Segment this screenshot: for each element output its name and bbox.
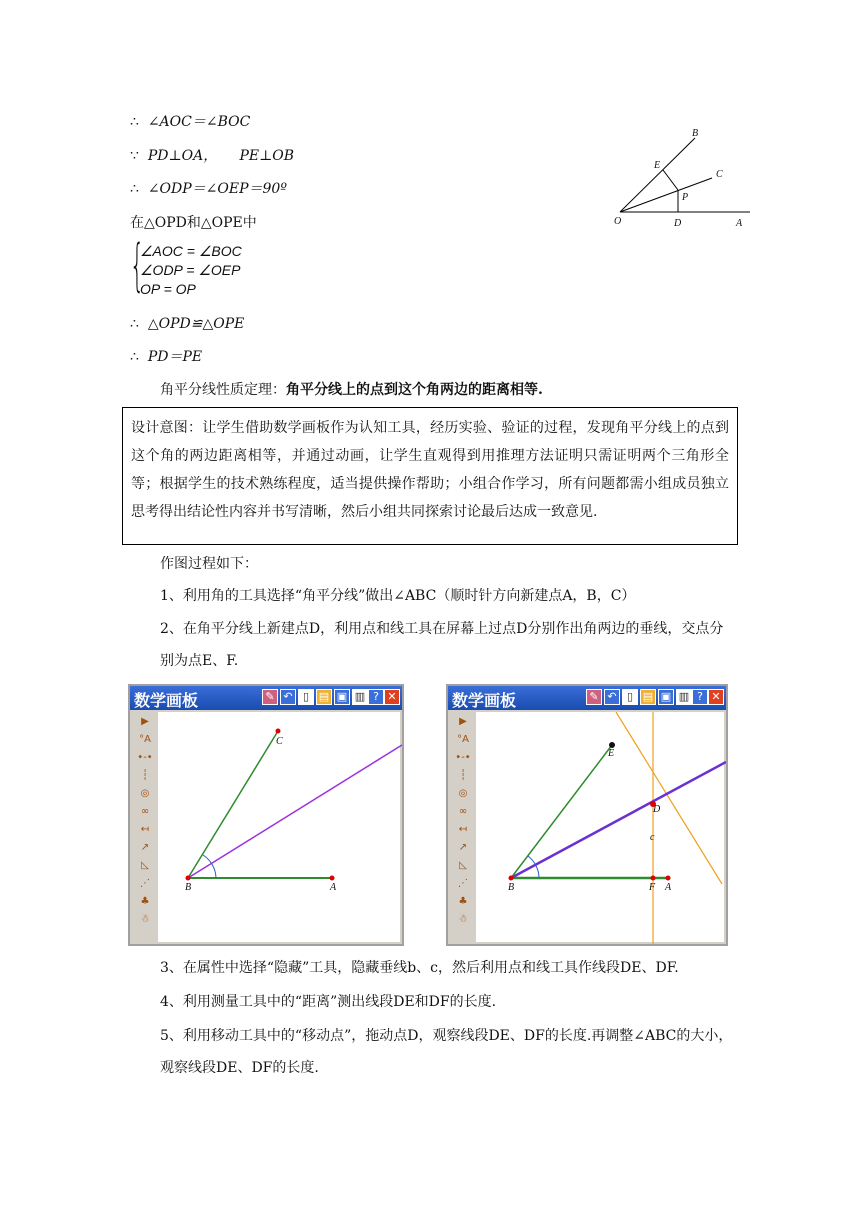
app-window-left <box>128 684 404 946</box>
point-A[interactable] <box>330 876 335 881</box>
app-window-right <box>446 684 728 946</box>
undo-icon[interactable]: ↶ <box>280 689 296 705</box>
label-B: B <box>692 128 699 139</box>
ray-BC <box>188 731 278 878</box>
proof-line-1 <box>130 112 250 132</box>
angle-arc <box>203 855 216 878</box>
label-c: c <box>650 832 655 843</box>
new-file-icon[interactable]: ▯ <box>622 689 638 705</box>
undo-icon[interactable]: ↶ <box>604 689 620 705</box>
measure-tool-icon[interactable]: ☃ <box>140 914 150 925</box>
bisector-line <box>188 745 402 878</box>
steps-intro-text: 作图过程如下： <box>160 556 258 572</box>
transform-tool-icon[interactable]: ⋰ <box>458 878 468 889</box>
chart-icon[interactable]: ▥ <box>676 689 692 705</box>
step-text: 4、利用测量工具中的“距离”测出线段DE和DF的长度. <box>160 994 497 1010</box>
circle-tool-icon[interactable]: ◎ <box>140 788 150 799</box>
pointer-tool-icon[interactable]: ▶ <box>141 716 149 727</box>
triangle-tool-icon[interactable]: ◺ <box>459 860 467 871</box>
proof-line-5 <box>130 314 244 334</box>
theorem-label: 角平分线性质定理： <box>160 382 286 398</box>
help-icon[interactable]: ? <box>692 689 708 705</box>
label-B: B <box>185 882 192 893</box>
save-icon[interactable]: ▣ <box>658 689 674 705</box>
step-5 <box>130 1020 734 1084</box>
open-folder-icon[interactable]: ▤ <box>316 689 332 705</box>
angle-bisector-figure <box>600 120 760 235</box>
point-tool-icon[interactable]: °A <box>457 734 469 745</box>
label-B: B <box>508 882 515 893</box>
step-1 <box>130 580 734 612</box>
label-A: A <box>665 882 672 893</box>
proof-text: PE⊥OB <box>239 148 295 164</box>
save-icon[interactable]: ▣ <box>334 689 350 705</box>
proof-text: △OPD≌△OPE <box>147 316 245 332</box>
drawing-canvas[interactable] <box>158 712 400 942</box>
therefore-symbol: ∴ <box>130 349 139 365</box>
measure-tool-icon[interactable]: ☃ <box>458 914 468 925</box>
label-A: A <box>330 882 337 893</box>
shapes-tool-icon[interactable]: ♣ <box>458 896 468 907</box>
proof-text: ∠ODP＝∠OEP＝90º <box>147 181 287 197</box>
ray-OC <box>620 178 712 212</box>
label-O: O <box>614 216 622 227</box>
proof-text: PD＝PE <box>147 349 203 365</box>
ray-tool-icon[interactable]: ┆ <box>141 770 149 781</box>
step-3 <box>130 952 734 984</box>
steps-intro <box>130 548 734 580</box>
label-E: E <box>608 748 615 759</box>
arrow-tool-icon[interactable]: ↗ <box>140 842 150 853</box>
equation-system <box>130 233 270 300</box>
point-B[interactable] <box>509 876 514 881</box>
proof-line-2 <box>130 146 294 166</box>
step-2 <box>130 613 734 677</box>
label-D: D <box>653 804 661 815</box>
segment-PE <box>663 170 678 190</box>
eraser-icon[interactable]: ✎ <box>586 689 602 705</box>
canvas-figure <box>476 712 726 944</box>
design-intent-box <box>122 407 738 545</box>
system-row: OP = OP <box>140 281 196 297</box>
theorem-text: 角平分线上的点到这个角两边的距离相等. <box>286 382 543 398</box>
help-icon[interactable]: ? <box>368 689 384 705</box>
label-A: A <box>736 218 743 229</box>
proof-line-3 <box>130 179 287 199</box>
circles-tool-icon[interactable]: ∞ <box>458 806 468 817</box>
therefore-symbol: ∴ <box>130 114 139 130</box>
tool-palette <box>134 712 156 940</box>
point-A[interactable] <box>666 876 671 881</box>
shapes-tool-icon[interactable]: ♣ <box>140 896 150 907</box>
line-tool-icon[interactable]: ↤ <box>140 824 150 835</box>
label-P: P <box>682 192 689 203</box>
design-intent-text: 设计意图：让学生借助数学画板作为认知工具，经历实验、验证的过程，发现角平分线上的点到这个角的两边距离相等，并通过动画，让学生直观得到用推理方法证明只需证明两个三角形全等；根据学生的技术熟练程度，适当提供操作帮助；小组合作学习，所有问题都需小组成员独立思考得出结论性内容并书写清晰，然后小组共同探索讨论最后达成一致意见. <box>131 420 729 520</box>
title-bar <box>130 686 402 710</box>
proof-line-4 <box>130 213 257 233</box>
segment-tool-icon[interactable]: •-• <box>137 752 153 763</box>
arrow-tool-icon[interactable]: ↗ <box>458 842 468 853</box>
perpendicular-b <box>616 712 722 884</box>
eraser-icon[interactable]: ✎ <box>262 689 278 705</box>
circles-tool-icon[interactable]: ∞ <box>140 806 150 817</box>
segment-tool-icon[interactable]: •-• <box>455 752 471 763</box>
label-D: D <box>674 218 682 229</box>
chart-icon[interactable]: ▥ <box>352 689 368 705</box>
label-F: F <box>649 882 656 893</box>
label-C: C <box>716 169 723 180</box>
bisector-line <box>511 762 726 878</box>
tool-palette <box>452 712 474 940</box>
step-4 <box>130 986 734 1018</box>
point-F[interactable] <box>651 876 656 881</box>
therefore-symbol: ∴ <box>130 181 139 197</box>
therefore-symbol: ∴ <box>130 316 139 332</box>
title-bar <box>448 686 726 710</box>
point-B[interactable] <box>186 876 191 881</box>
open-folder-icon[interactable]: ▤ <box>640 689 656 705</box>
point-C[interactable] <box>276 729 281 734</box>
system-row: ∠ODP = ∠OEP <box>140 262 241 278</box>
brace: { <box>130 233 145 298</box>
step-text: 2、在角平分线上新建点D，利用点和线工具在屏幕上过点D分别作出角两边的垂线，交点分别为点E、F. <box>160 621 724 669</box>
step-text: 5、利用移动工具中的“移动点”，拖动点D，观察线段DE、DF的长度.再调整∠ABC的大小，观察线段DE、DF的长度. <box>160 1028 733 1076</box>
ray-BC <box>511 745 615 878</box>
ray-tool-icon[interactable]: ┆ <box>459 770 467 781</box>
because-symbol: ∵ <box>130 148 139 164</box>
app-title: 数学画板 <box>452 691 517 710</box>
canvas-figure <box>158 712 402 944</box>
triangle-tool-icon[interactable]: ◺ <box>141 860 149 871</box>
label-E: E <box>654 160 661 171</box>
step-text: 3、在属性中选择“隐藏”工具，隐藏垂线b、c，然后利用点和线工具作线段DE、DF. <box>160 960 679 976</box>
proof-text: 在△OPD和△OPE中 <box>130 215 257 231</box>
pointer-tool-icon[interactable]: ▶ <box>459 716 467 727</box>
app-title: 数学画板 <box>134 691 199 710</box>
line-tool-icon[interactable]: ↤ <box>458 824 468 835</box>
drawing-canvas[interactable] <box>476 712 724 942</box>
proof-line-6 <box>130 347 202 367</box>
system-row: ∠AOC = ∠BOC <box>140 243 242 259</box>
circle-tool-icon[interactable]: ◎ <box>458 788 468 799</box>
theorem-line <box>160 380 543 400</box>
proof-text: PD⊥OA， <box>147 148 218 164</box>
new-file-icon[interactable]: ▯ <box>298 689 314 705</box>
point-tool-icon[interactable]: °A <box>139 734 151 745</box>
close-icon[interactable]: ✕ <box>384 689 400 705</box>
close-icon[interactable]: ✕ <box>708 689 724 705</box>
proof-text: ∠AOC＝∠BOC <box>147 114 251 130</box>
transform-tool-icon[interactable]: ⋰ <box>140 878 150 889</box>
label-C: C <box>276 736 283 747</box>
step-text: 1、利用角的工具选择“角平分线”做出∠ABC（顺时针方向新建点A，B，C） <box>160 588 636 604</box>
